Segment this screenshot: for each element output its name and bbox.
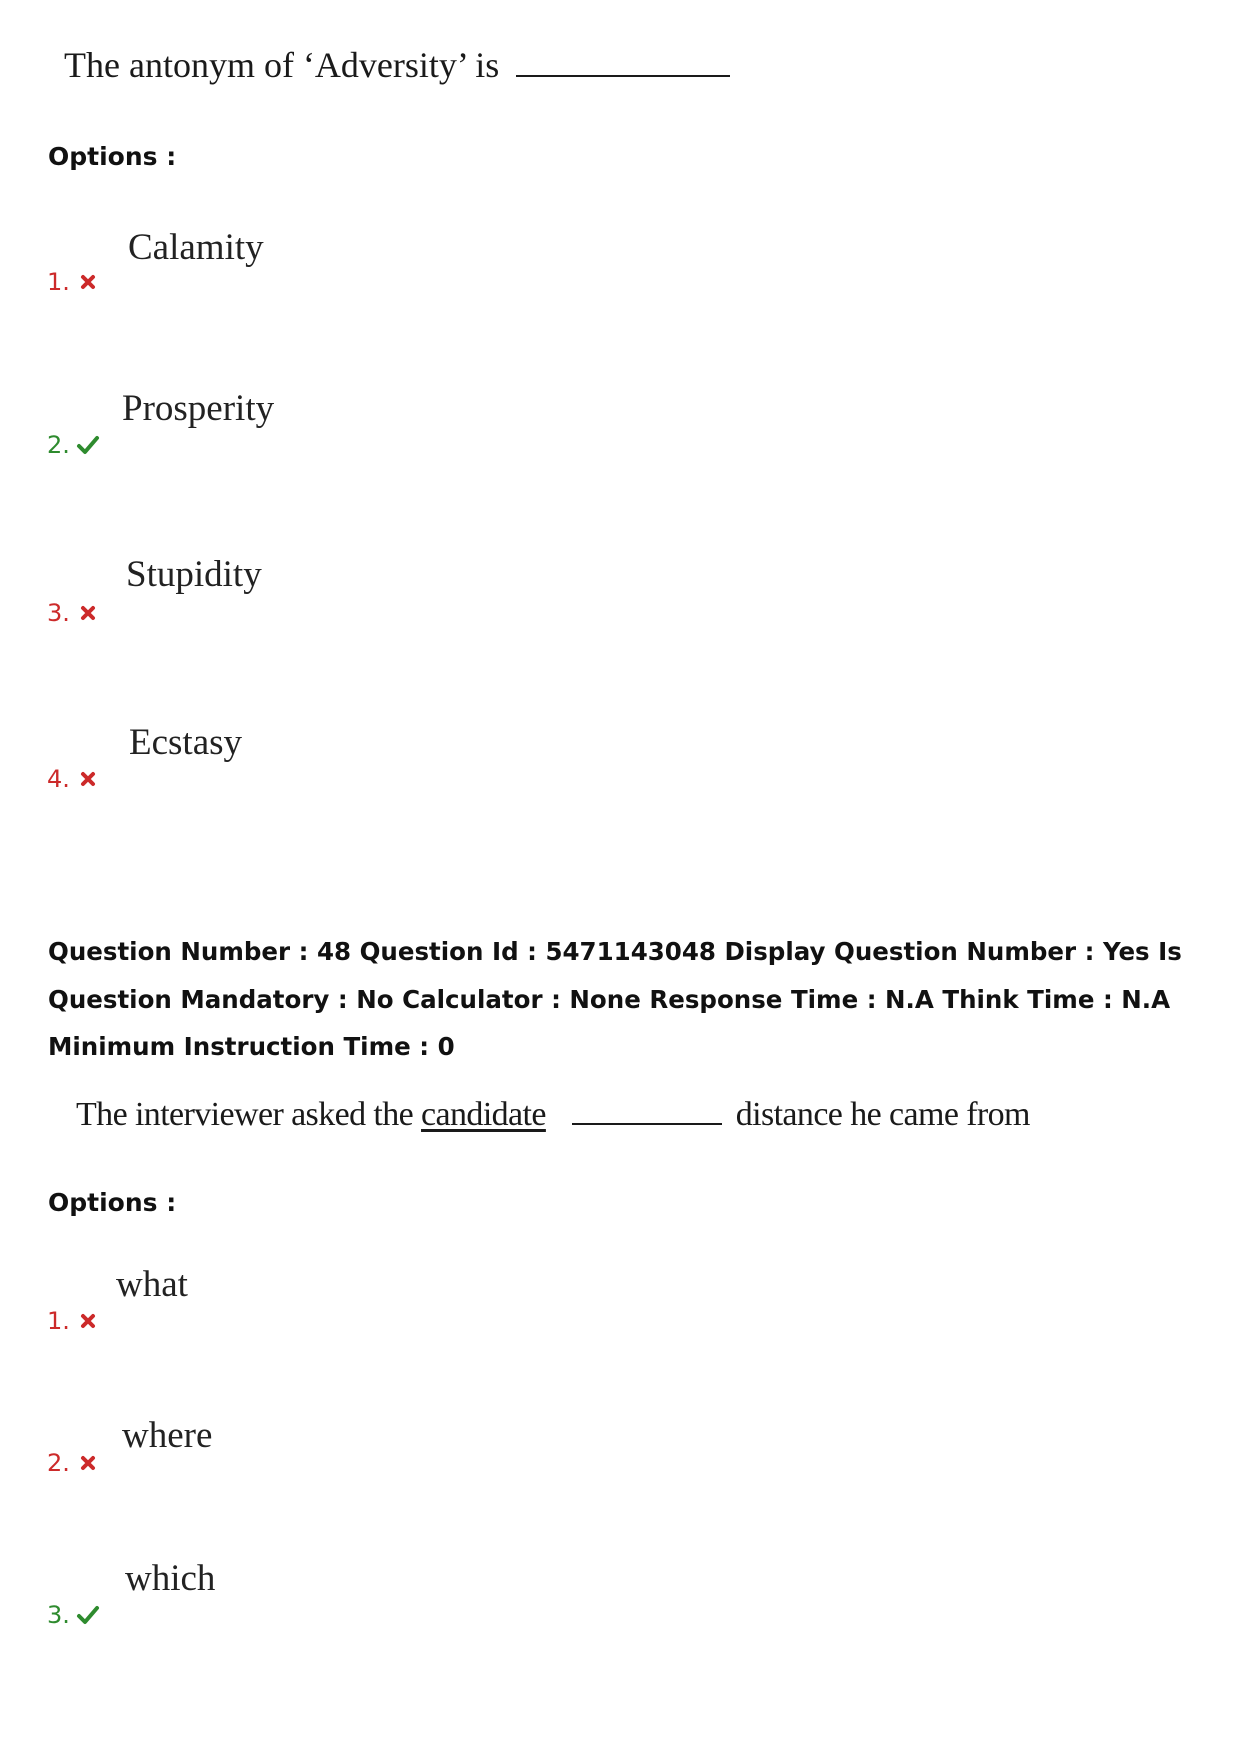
question-2-text [76,1096,1030,1134]
option-1-marker [47,1307,100,1335]
option-2-marker [47,431,100,459]
option-2-text: where [122,1415,213,1456]
option-3-marker [47,1601,100,1629]
option-1-text: Calamity [128,227,264,268]
question-1-prefix: The antonym of ‘Adversity’ is [64,45,500,85]
option-1-marker [47,268,100,296]
wrong-icon [76,601,100,625]
option-2-marker [47,1449,100,1477]
sentence-start: The interviewer asked the [76,1096,414,1133]
option-3-number: 3. [47,1601,70,1629]
answer-blank [516,75,730,77]
question-meta: Question Number : 48 Question Id : 5471143048 Display Question Number : Yes Is Question Mandatory : No Calculator : None Response Time : N.A Think Time : N.A Minimum Instruction Time : 0 [48,937,1182,1061]
option-1-number: 1. [47,268,70,296]
option-3-text: Stupidity [126,554,262,595]
option-1-text: what [116,1264,188,1305]
wrong-icon [76,1309,100,1333]
wrong-icon [76,1451,100,1475]
option-4-text: Ecstasy [129,722,243,763]
option-1-number: 1. [47,1307,70,1335]
wrong-icon [76,767,100,791]
option-2-text: Prosperity [122,388,275,429]
options-label: Options : [48,142,177,171]
sentence-underlined-word: candidate [421,1096,546,1133]
option-3-text: which [125,1558,216,1599]
options-label: Options : [48,1188,177,1217]
option-4-marker [47,765,100,793]
check-icon [76,1603,100,1627]
check-icon [76,433,100,457]
answer-blank [572,1123,722,1125]
option-2-number: 2. [47,431,70,459]
sentence-end: distance he came from [735,1096,1030,1133]
option-3-marker [47,599,100,627]
option-2-number: 2. [47,1449,70,1477]
wrong-icon [76,270,100,294]
question-1-text [64,44,730,86]
option-3-number: 3. [47,599,70,627]
option-4-number: 4. [47,765,70,793]
